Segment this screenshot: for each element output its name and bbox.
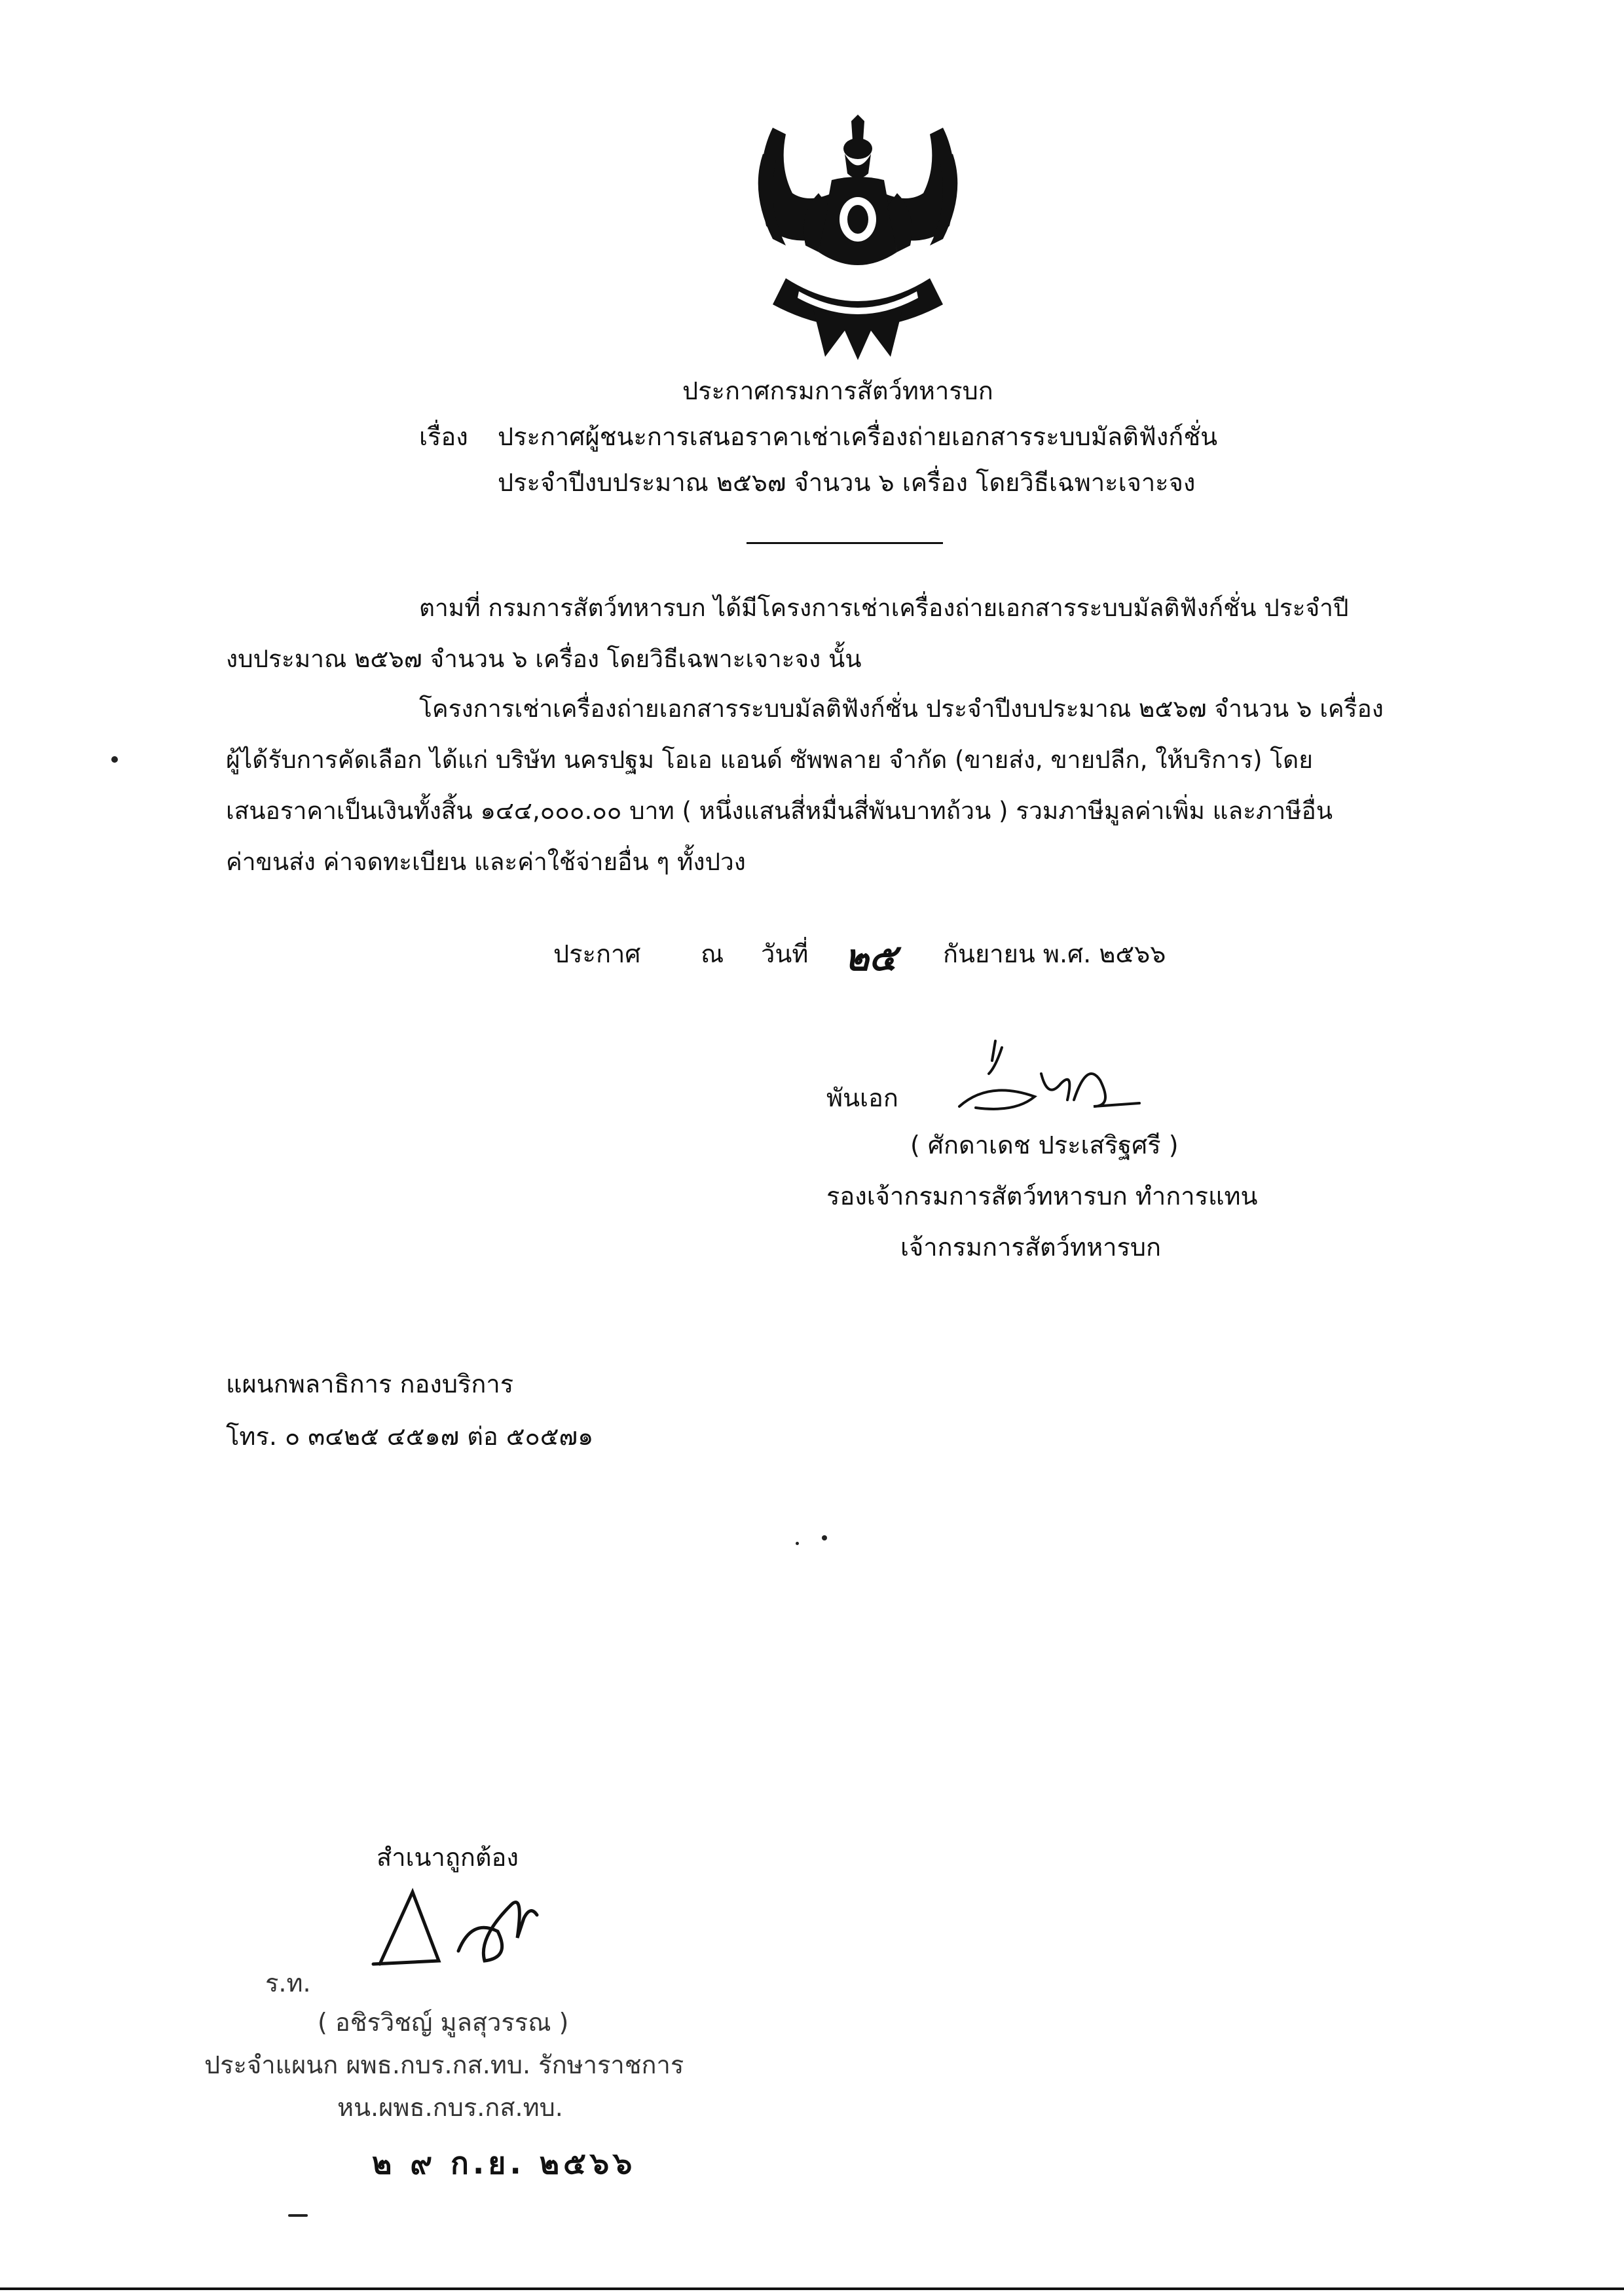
signature-icon	[950, 1034, 1146, 1120]
contact-unit: แผนกพลาธิการ กองบริการ	[226, 1370, 514, 1398]
announce-label: ประกาศ	[553, 939, 641, 968]
certification-date-stamp: ๒ ๙ ก.ย. ๒๕๖๖	[372, 2145, 637, 2181]
paragraph-2-line-4: ค่าขนส่ง ค่าจดทะเบียน และค่าใช้จ่ายอื่น ๆ ทั้งปวง	[226, 848, 746, 876]
certifier-rank: ร.ท.	[265, 1969, 311, 1997]
paragraph-2-line-3: เสนอราคาเป็นเงินทั้งสิ้น ๑๔๔,๐๐๐.๐๐ บาท ( หนึ่งแสนสี่หมื่นสี่พันบาทถ้วน ) รวมภาษีมูลค่าเพิ่ม และภาษีอื่น	[226, 797, 1333, 825]
announce-day-handwritten: ๒๕	[845, 937, 897, 979]
paragraph-1-line-2: งบประมาณ ๒๕๖๗ จำนวน ๖ เครื่อง โดยวิธีเฉพาะเจาะจง นั้น	[226, 645, 862, 673]
scan-speck	[111, 756, 118, 763]
signatory-position-1: รองเจ้ากรมการสัตว์ทหารบก ทำการแทน	[826, 1182, 1258, 1211]
scan-speck	[822, 1535, 827, 1540]
contact-phone: โทร. ๐ ๓๔๒๕ ๔๕๑๗ ต่อ ๕๐๕๗๑	[226, 1422, 594, 1451]
header-divider	[747, 542, 943, 544]
paragraph-2-line-1: โครงการเช่าเครื่องถ่ายเอกสารระบบมัลติฟังก์ชั่น ประจำปีงบประมาณ ๒๕๖๗ จำนวน ๖ เครื่อง	[419, 695, 1384, 723]
document-agency-title: ประกาศกรมการสัตว์ทหารบก	[682, 376, 993, 405]
announce-day-label: วันที่	[761, 939, 809, 968]
subject-label: เรื่อง	[419, 422, 468, 451]
certifier-position-1: ประจำแผนก ผพธ.กบร.กส.ทบ. รักษาราชการ	[204, 2050, 684, 2079]
garuda-emblem-icon	[747, 115, 969, 363]
certification-heading: สำเนาถูกต้อง	[377, 1843, 519, 1872]
signatory-rank: พันเอก	[826, 1084, 898, 1112]
signatory-position-2: เจ้ากรมการสัตว์ทหารบก	[900, 1233, 1161, 1262]
subject-line-2: ประจำปีงบประมาณ ๒๕๖๗ จำนวน ๖ เครื่อง โดยวิธีเฉพาะเจาะจง	[498, 468, 1196, 497]
scan-speck	[288, 2214, 308, 2217]
certifier-position-2: หน.ผพธ.กบร.กส.ทบ.	[337, 2093, 563, 2122]
scan-speck	[796, 1542, 799, 1545]
subject-line-1: ประกาศผู้ชนะการเสนอราคาเช่าเครื่องถ่ายเอกสารระบบมัลติฟังก์ชั่น	[498, 422, 1218, 451]
paragraph-2-line-2: ผู้ได้รับการคัดเลือก ได้แก่ บริษัท นครปฐม โอเอ แอนด์ ซัพพลาย จำกัด (ขายส่ง, ขายปลีก, ให้บริการ) โดย	[226, 746, 1313, 774]
scan-bottom-edge	[0, 2287, 1624, 2290]
paragraph-1-line-1: ตามที่ กรมการสัตว์ทหารบก ได้มีโครงการเช่าเครื่องถ่ายเอกสารระบบมัลติฟังก์ชั่น ประจำปี	[419, 594, 1349, 622]
announce-at: ณ	[701, 939, 724, 968]
announce-month-year: กันยายน พ.ศ. ๒๕๖๖	[943, 939, 1166, 968]
certifier-signature-icon	[367, 1879, 563, 1977]
signatory-name: ( ศักดาเดช ประเสริฐศรี )	[910, 1131, 1179, 1159]
certifier-name: ( อชิรวิชญ์ มูลสุวรรณ )	[318, 2008, 569, 2037]
